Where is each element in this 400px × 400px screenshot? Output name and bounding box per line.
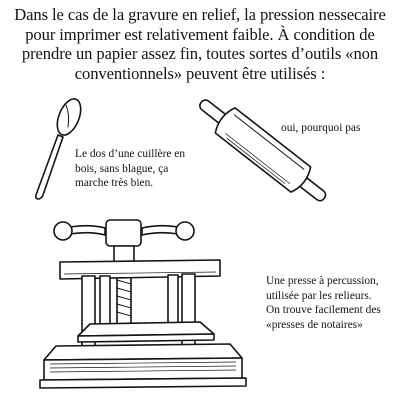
rolling-pin-caption: oui, pourquoi pas xyxy=(281,122,361,134)
press-caption: Une presse à percussion, utilisée par les relieurs. On trouve facilement des «presses de notaires» xyxy=(266,275,381,331)
rolling-pin-illustration xyxy=(183,90,343,210)
book-press-illustration xyxy=(30,212,255,397)
spoon-caption: Le dos d’une cuillère en bois, sans blague, ça marche très bien. xyxy=(75,148,186,190)
intro-paragraph: Dans le cas de la gravure en relief, la pression nessecaire pour imprimer est relativement faible. À condition de prendre un papier assez fin, toutes sortes d’outils «non conventionnels» peuvent être utilisés : xyxy=(14,5,386,83)
